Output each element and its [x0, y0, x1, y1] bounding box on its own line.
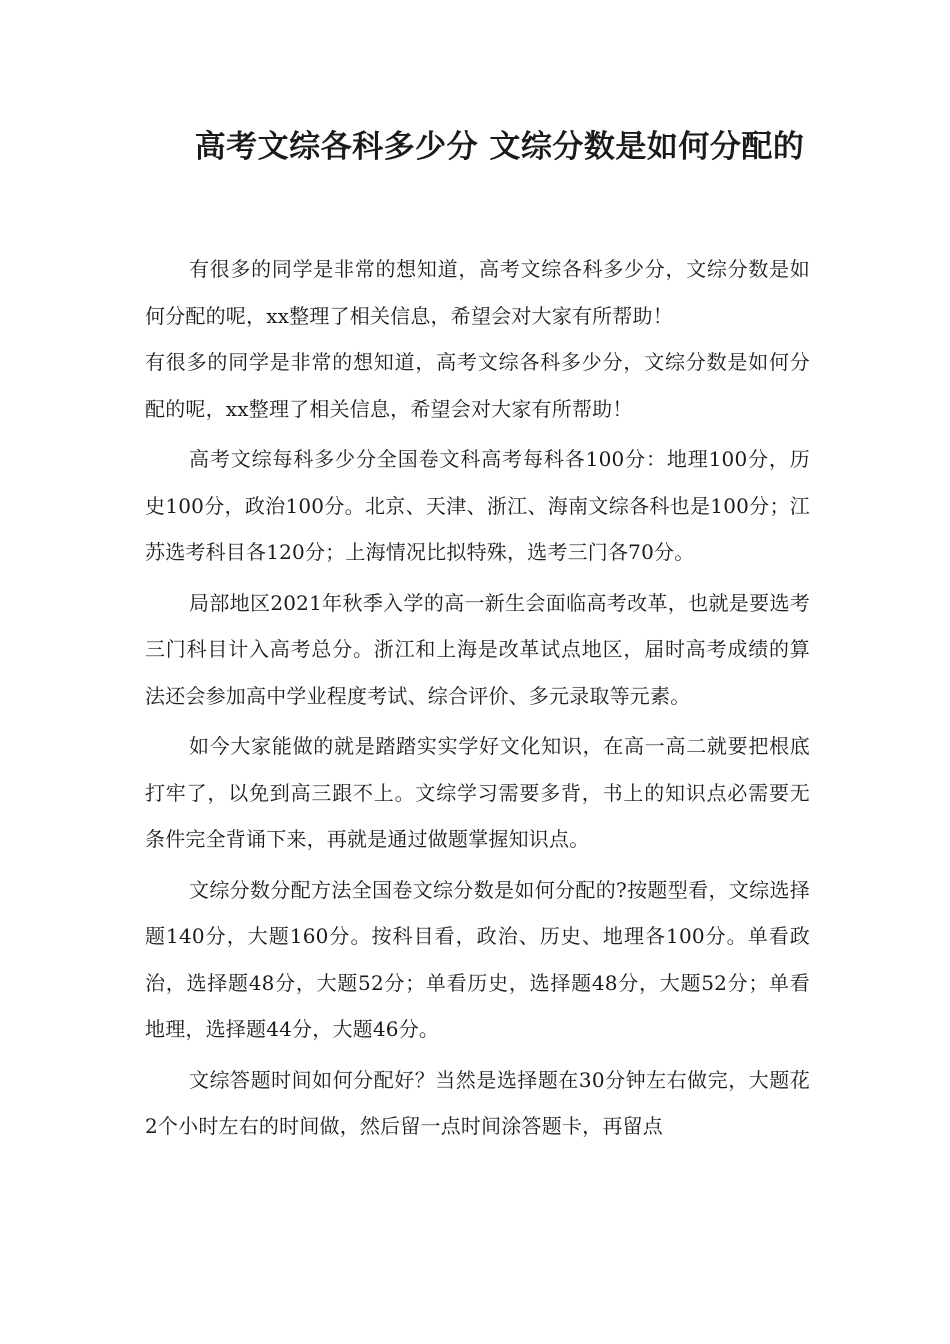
document-body: [145, 246, 810, 1150]
paragraph-study-advice: 如今大家能做的就是踏踏实实学好文化知识，在高一高二就要把根底打牢了，以免到高三跟不上。文综学习需要多背，书上的知识点必需要无条件完全背诵下来，再就是通过做题掌握知识点。: [145, 734, 810, 851]
paragraph-subject-scores: 高考文综每科多少分全国卷文科高考每科各100分：地理100分，历史100分，政治100分。北京、天津、浙江、海南文综各科也是100分；江苏选考科目各120分；上海情况比拟特殊，选考三门各70分。: [145, 447, 810, 564]
paragraph-score-distribution: 文综分数分配方法全国卷文综分数是如何分配的?按题型看，文综选择题140分，大题160分。按科目看，政治、历史、地理各100分。单看政治，选择题48分，大题52分；单看历史，选择题48分，大题52分；单看地理，选择题44分，大题46分。: [145, 877, 810, 1041]
paragraph-reform: 局部地区2021年秋季入学的高一新生会面临高考改革，也就是要选考三门科目计入高考总分。浙江和上海是改革试点地区，届时高考成绩的算法还会参加高中学业程度考试、综合评价、多元录取等元素。: [145, 590, 810, 708]
paragraph-intro-repeat: 有很多的同学是非常的想知道，高考文综各科多少分，文综分数是如何分配的呢，xx整理了相关信息，希望会对大家有所帮助！: [145, 350, 810, 421]
document-title: 高考文综各科多少分 文综分数是如何分配的: [194, 129, 805, 165]
paragraph-time-allocation: 文综答题时间如何分配好？当然是选择题在30分钟左右做完，大题花2个小时左右的时间做，然后留一点时间涂答题卡，再留点: [145, 1067, 810, 1138]
paragraph-intro: 有很多的同学是非常的想知道，高考文综各科多少分，文综分数是如何分配的呢，xx整理了相关信息，希望会对大家有所帮助！: [145, 257, 810, 328]
